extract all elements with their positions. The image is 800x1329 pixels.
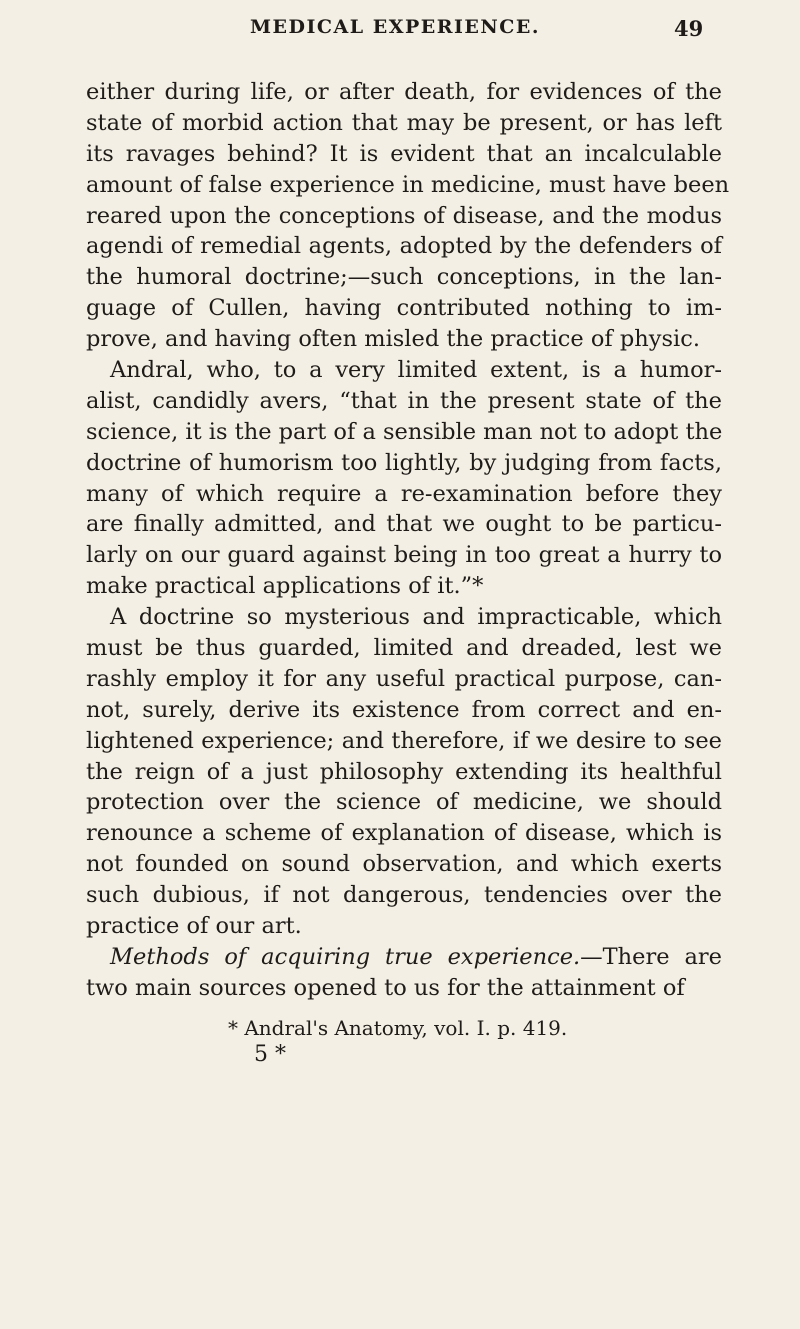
text-line: not founded on sound observation, and which exerts (86, 851, 722, 878)
text-line: two main sources opened to us for the attainment of (86, 974, 685, 1001)
text-line: A doctrine so mysterious and impracticable, which (110, 604, 722, 631)
text-line: the reign of a just philosophy extending its healthful (86, 758, 722, 785)
section-heading: Methods of acquiring true experience. (110, 943, 581, 970)
text-line: either during life, or after death, for evidences of the (86, 79, 722, 105)
text-line: lightened experience; and therefore, if we desire to see (86, 727, 722, 754)
text-line: reared upon the conceptions of disease, and the modus (86, 202, 722, 229)
text-line: alist, candidly avers, “that in the present state of the (86, 387, 722, 414)
text-line: practice of our art. (86, 913, 302, 940)
text-line: are finally admitted, and that we ought to be particu- (86, 511, 722, 538)
section-heading-line (86, 942, 722, 973)
text-line: many of which require a re-examination before they (86, 480, 722, 507)
text-line: renounce a scheme of explanation of disease, which is (86, 820, 722, 847)
text-line: protection over the science of medicine, we should (86, 789, 722, 816)
text-line: doctrine of humorism too lightly, by judging from facts, (86, 449, 722, 476)
text-line: its ravages behind? It is evident that an incalculable (86, 140, 722, 167)
text-line: agendi of remedial agents, adopted by the defenders of (86, 233, 722, 260)
running-head (0, 16, 800, 46)
text-line: Andral, who, to a very limited extent, is a humor- (110, 357, 722, 384)
signature-mark: 5 * (254, 1042, 286, 1067)
text-line: not, surely, derive its existence from correct and en- (86, 696, 722, 723)
body-text (86, 77, 730, 1004)
text-line: must be thus guarded, limited and dreaded, lest we (86, 635, 722, 662)
text-line: larly on our guard against being in too great a hurry to (86, 542, 722, 569)
text-line: the humoral doctrine;—such conceptions, in the lan- (86, 264, 722, 291)
running-title: MEDICAL EXPERIENCE. (250, 16, 540, 38)
text-line: rashly employ it for any useful practical purpose, can- (86, 665, 722, 692)
text-line: make practical applications of it.”* (86, 573, 484, 600)
text-line: state of morbid action that may be present, or has left (86, 109, 722, 136)
text-line: amount of false experience in medicine, must have been (86, 171, 730, 198)
page-number: 49 (674, 16, 704, 41)
text-line: prove, and having often misled the practice of physic. (86, 326, 700, 353)
text-line: science, it is the part of a sensible man not to adopt the (86, 418, 723, 445)
text-line: such dubious, if not dangerous, tendencies over the (86, 882, 722, 909)
section-heading-continuation: —There are (580, 943, 722, 970)
footnote-text: * Andral's Anatomy, vol. I. p. 419. (228, 1016, 568, 1040)
text-line: guage of Cullen, having contributed nothing to im- (86, 295, 722, 322)
